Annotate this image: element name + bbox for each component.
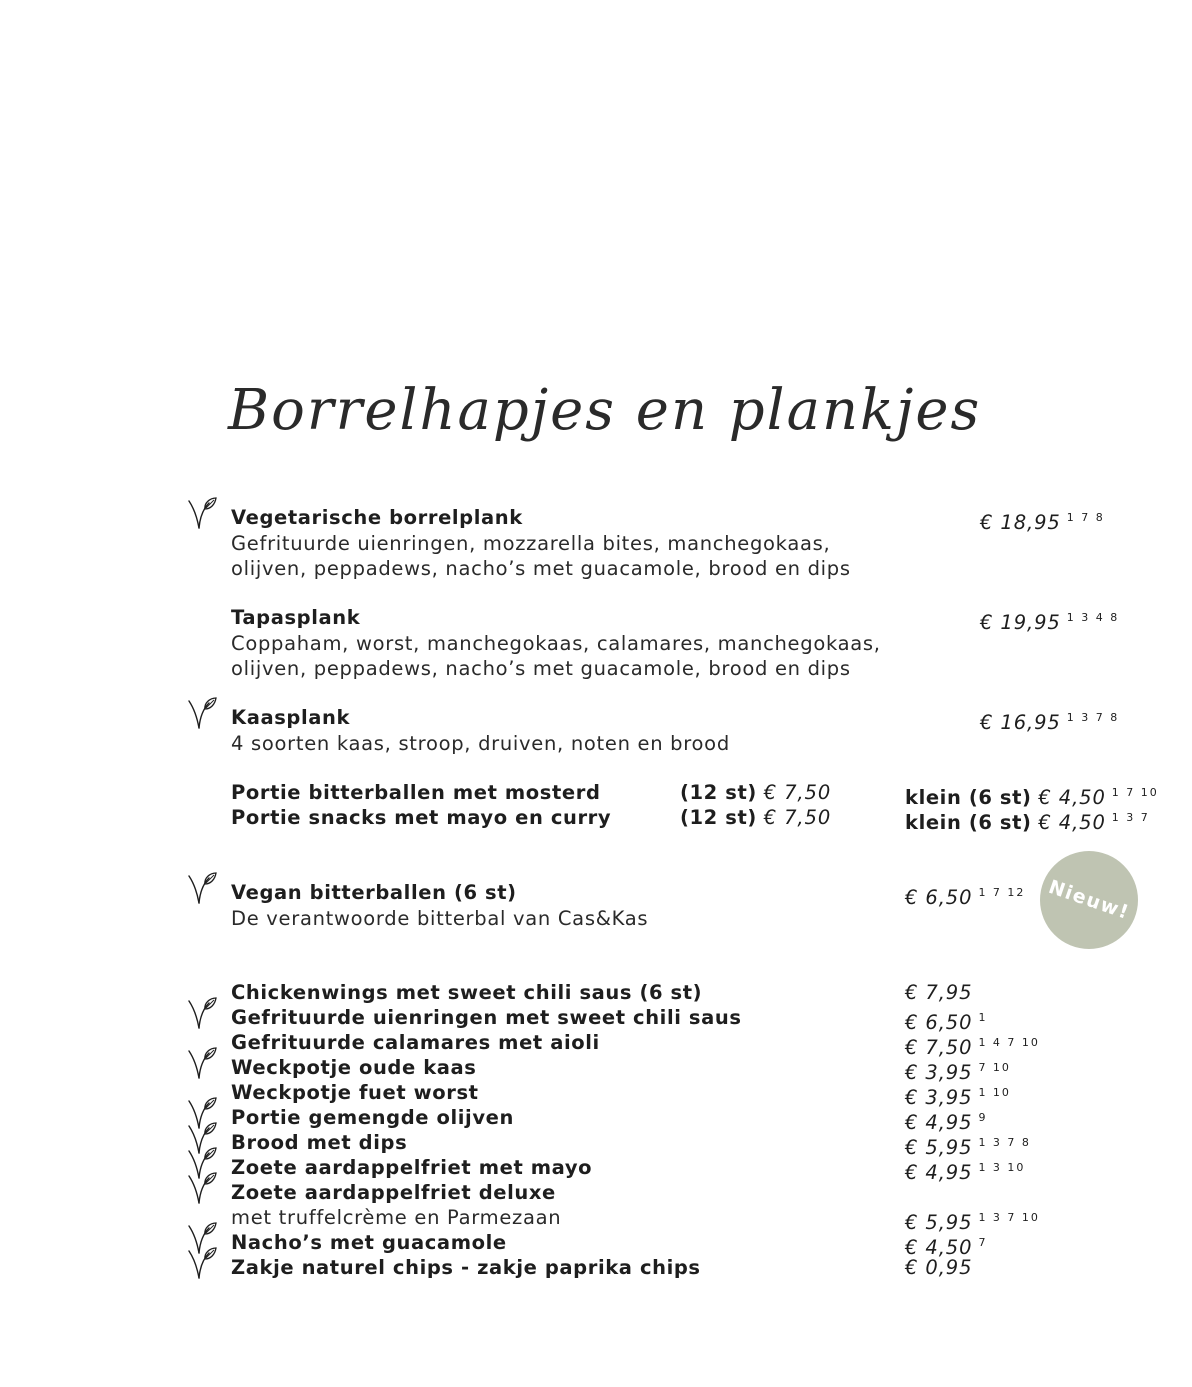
item-name: Gefrituurde calamares met aioli <box>231 1031 600 1054</box>
small-portion <box>905 805 1150 835</box>
item-price: € 7,50 <box>905 1036 973 1059</box>
item-price-block <box>980 505 1105 535</box>
item-price: € 0,95 <box>905 1256 973 1279</box>
allergen-codes: 1 <box>978 1011 988 1024</box>
item-price: € 18,95 <box>980 511 1061 534</box>
item-name: Vegan bitterballen (6 st) <box>231 881 517 904</box>
item-price-block <box>905 980 972 1005</box>
item-price: € 16,95 <box>980 711 1061 734</box>
item-description: met truffelcrème en Parmezaan <box>231 1206 562 1229</box>
item-name: Tapasplank <box>231 606 361 629</box>
allergen-codes: 1 4 7 10 <box>978 1036 1040 1049</box>
item-name: Gefrituurde uienringen met sweet chili saus <box>231 1006 742 1029</box>
menu-section-title: Borrelhapjes en plankjes <box>228 378 982 443</box>
small-portion-label: klein (6 st) <box>905 811 1032 834</box>
allergen-codes: 1 3 7 8 <box>1066 711 1120 724</box>
item-name: Weckpotje oude kaas <box>231 1056 477 1079</box>
item-price-block <box>905 1155 1025 1185</box>
item-name: Zakje naturel chips - zakje paprika chips <box>231 1256 701 1279</box>
item-price-block <box>980 605 1119 635</box>
item-description: olijven, peppadews, nacho’s met guacamole, brood en dips <box>231 557 851 580</box>
item-price-block <box>905 1255 972 1280</box>
allergen-codes: 7 10 <box>978 1061 1011 1074</box>
small-portion-price-block <box>1038 811 1149 834</box>
allergen-codes: 1 3 7 10 <box>978 1211 1040 1224</box>
vegetarian-leaf-icon <box>186 697 218 731</box>
item-price: € 7,95 <box>905 981 973 1004</box>
item-price: € 4,95 <box>905 1111 973 1134</box>
item-price: € 3,95 <box>905 1086 973 1109</box>
item-price: € 6,50 <box>905 1011 973 1034</box>
item-price: € 3,95 <box>905 1061 973 1084</box>
item-name: Chickenwings met sweet chili saus (6 st) <box>231 981 703 1004</box>
large-portion-label: (12 st) <box>680 806 757 829</box>
item-description: 4 soorten kaas, stroop, druiven, noten en brood <box>231 732 730 755</box>
item-description: olijven, peppadews, nacho’s met guacamole, brood en dips <box>231 657 851 680</box>
vegetarian-leaf-icon <box>186 1247 218 1281</box>
vegetarian-leaf-icon <box>186 1047 218 1081</box>
item-name: Portie snacks met mayo en curry <box>231 806 612 829</box>
small-portion-price: € 4,50 <box>1038 811 1106 834</box>
item-price-block <box>980 705 1119 735</box>
allergen-codes: 7 <box>978 1236 988 1249</box>
allergen-codes: 1 7 8 <box>1066 511 1105 524</box>
allergen-codes: 1 7 10 <box>1111 786 1159 799</box>
item-description: Coppaham, worst, manchegokaas, calamares, manchegokaas, <box>231 632 881 655</box>
item-name: Brood met dips <box>231 1131 408 1154</box>
vegetarian-leaf-icon <box>186 1172 218 1206</box>
item-price: € 5,95 <box>905 1211 973 1234</box>
large-portion-price: € 7,50 <box>763 781 832 804</box>
small-portion-price: € 4,50 <box>1038 786 1106 809</box>
allergen-codes: 1 10 <box>978 1086 1011 1099</box>
large-portion-price: € 7,50 <box>763 806 832 829</box>
item-name: Zoete aardappelfriet met mayo <box>231 1156 593 1179</box>
item-description: De verantwoorde bitterbal van Cas&Kas <box>231 907 649 930</box>
new-badge-label: Nieuw! <box>1045 875 1133 925</box>
item-name: Portie bitterballen met mosterd <box>231 781 601 804</box>
item-name: Vegetarische borrelplank <box>231 506 523 529</box>
large-portion <box>680 805 831 830</box>
item-name: Kaasplank <box>231 706 351 729</box>
large-portion <box>680 780 831 805</box>
allergen-codes: 1 3 7 <box>1111 811 1150 824</box>
item-price: € 6,50 <box>905 886 973 909</box>
small-portion-label: klein (6 st) <box>905 786 1032 809</box>
item-description: Gefrituurde uienringen, mozzarella bites, manchegokaas, <box>231 532 831 555</box>
item-name: Weckpotje fuet worst <box>231 1081 479 1104</box>
new-badge <box>1040 851 1138 949</box>
allergen-codes: 1 3 10 <box>978 1161 1026 1174</box>
item-price: € 4,95 <box>905 1161 973 1184</box>
item-price: € 5,95 <box>905 1136 973 1159</box>
vegetarian-leaf-icon <box>186 872 218 906</box>
vegetarian-leaf-icon <box>186 997 218 1031</box>
item-name: Zoete aardappelfriet deluxe <box>231 1181 556 1204</box>
vegetarian-leaf-icon <box>186 497 218 531</box>
item-price: € 19,95 <box>980 611 1061 634</box>
large-portion-label: (12 st) <box>680 781 757 804</box>
allergen-codes: 1 3 7 8 <box>978 1136 1031 1149</box>
allergen-codes: 1 7 12 <box>978 886 1026 899</box>
allergen-codes: 9 <box>978 1111 988 1124</box>
allergen-codes: 1 3 4 8 <box>1066 611 1120 624</box>
item-name: Portie gemengde olijven <box>231 1106 514 1129</box>
item-price-block <box>905 880 1025 910</box>
item-price: € 4,50 <box>905 1236 973 1259</box>
item-name: Nacho’s met guacamole <box>231 1231 507 1254</box>
